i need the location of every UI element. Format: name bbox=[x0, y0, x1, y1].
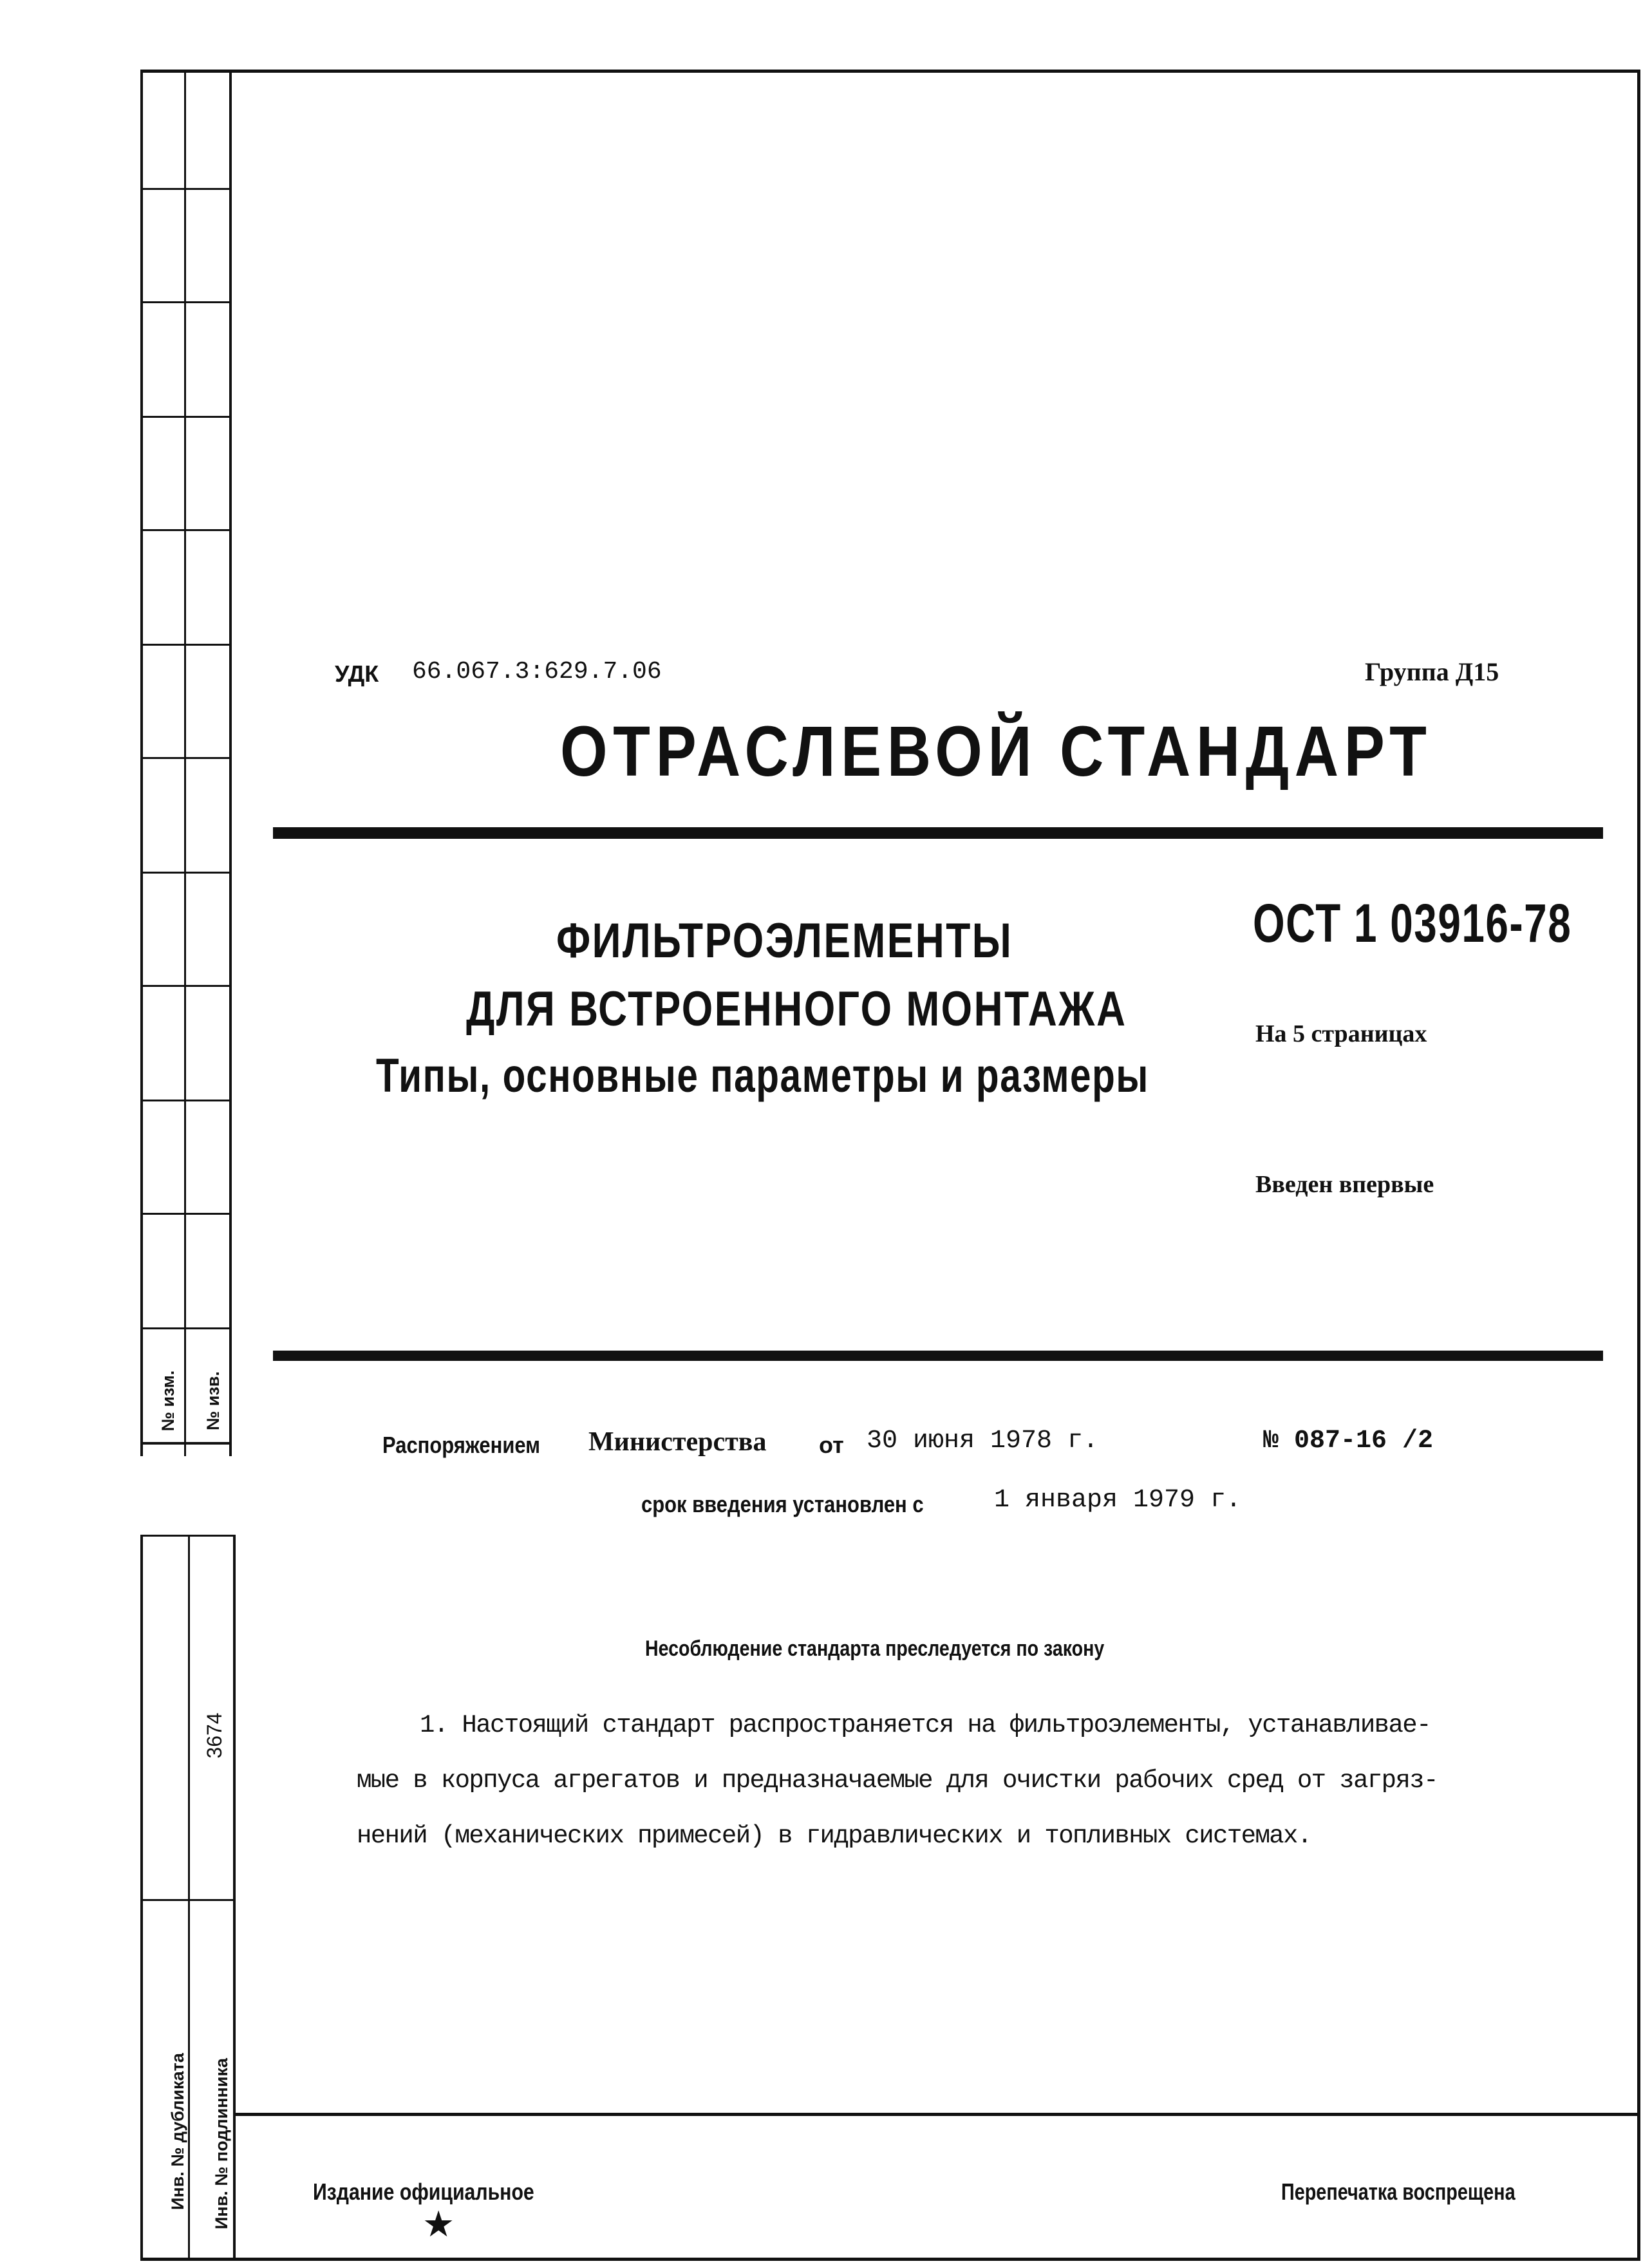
margin-label-notice-no: № изв. bbox=[203, 1371, 223, 1430]
legal-notice: Несоблюдение стандарта преследуется по закону bbox=[645, 1636, 1105, 1661]
margin-cell-line bbox=[140, 188, 230, 190]
margin-cell-line bbox=[140, 644, 230, 646]
group-label: Группа Д15 bbox=[1365, 657, 1499, 686]
page-title: ОТРАСЛЕВОЙ СТАНДАРТ bbox=[560, 712, 1432, 791]
paragraph-1-line-1: 1. Настоящий стандарт распространяется на фильтроэлементы, устанавливае- bbox=[420, 1711, 1431, 1739]
margin-value-inv-original: 3674 bbox=[203, 1712, 226, 1759]
subject-line-2: ДЛЯ ВСТРОЕННОГО МОНТАЖА bbox=[466, 982, 1127, 1036]
margin-cell-line bbox=[140, 757, 230, 759]
order-from: от bbox=[819, 1432, 844, 1458]
margin-cell-line bbox=[140, 1327, 230, 1329]
margin-cell-line bbox=[140, 416, 230, 418]
margin-cell-line bbox=[140, 872, 230, 874]
margin-cell-line bbox=[140, 1442, 230, 1445]
frame-left-outer-border-lower bbox=[140, 1535, 143, 2261]
subject-line-1: ФИЛЬТРОЭЛЕМЕНТЫ bbox=[556, 913, 1013, 968]
frame-top-border bbox=[140, 70, 1640, 73]
margin-cell-line bbox=[140, 529, 230, 531]
margin-label-change-no: № изм. bbox=[158, 1370, 178, 1432]
udk-value: 66.067.3:629.7.06 bbox=[412, 658, 662, 686]
order-term-label: срок введения установлен с bbox=[641, 1491, 924, 1517]
margin-lower-mid-line bbox=[140, 1899, 236, 1901]
footer-rule bbox=[233, 2113, 1640, 2116]
margin-lower-top-line bbox=[140, 1535, 236, 1537]
order-ministry: Министерства bbox=[588, 1427, 767, 1457]
margin-cell-line bbox=[140, 1100, 230, 1101]
order-term-date: 1 января 1979 г. bbox=[994, 1486, 1242, 1515]
order-date: 30 июня 1978 г. bbox=[867, 1427, 1099, 1456]
paragraph-1-line-2: мые в корпуса агрегатов и предназначаемые для очистки рабочих сред от загряз- bbox=[357, 1766, 1438, 1795]
margin-label-inv-duplicate: Инв. № дубликата bbox=[168, 2053, 187, 2210]
margin-cell-line bbox=[140, 985, 230, 987]
top-thick-rule bbox=[273, 827, 1603, 839]
frame-bottom-border bbox=[140, 2258, 1640, 2261]
subject-line-3: Типы, основные параметры и размеры bbox=[376, 1049, 1149, 1102]
standard-pages: На 5 страницах bbox=[1255, 1020, 1427, 1047]
footer-reprint: Перепечатка воспрещена bbox=[1281, 2178, 1516, 2205]
order-number: № 087-16 /2 bbox=[1263, 1427, 1434, 1456]
frame-right-border bbox=[1637, 70, 1640, 2261]
margin-label-inv-original: Инв. № подлинника bbox=[212, 2058, 231, 2229]
udk-label: УДК bbox=[335, 660, 379, 687]
order-label: Распоряжением bbox=[382, 1432, 541, 1458]
middle-thick-rule bbox=[273, 1351, 1603, 1361]
main-area-left-border bbox=[229, 70, 232, 1456]
margin-cell-line bbox=[140, 1213, 230, 1215]
star-icon: ★ bbox=[422, 2204, 455, 2245]
paragraph-1-line-3: нений (механических примесей) в гидравлических и топливных системах. bbox=[357, 1822, 1311, 1850]
frame-left-outer-border bbox=[140, 70, 143, 1456]
standard-code: ОСТ 1 03916-78 bbox=[1253, 893, 1572, 953]
margin-column-divider bbox=[184, 70, 186, 1456]
footer-edition: Издание официальное bbox=[313, 2178, 534, 2205]
standard-introduced: Введен впервые bbox=[1255, 1171, 1434, 1198]
margin-cell-line bbox=[140, 301, 230, 303]
